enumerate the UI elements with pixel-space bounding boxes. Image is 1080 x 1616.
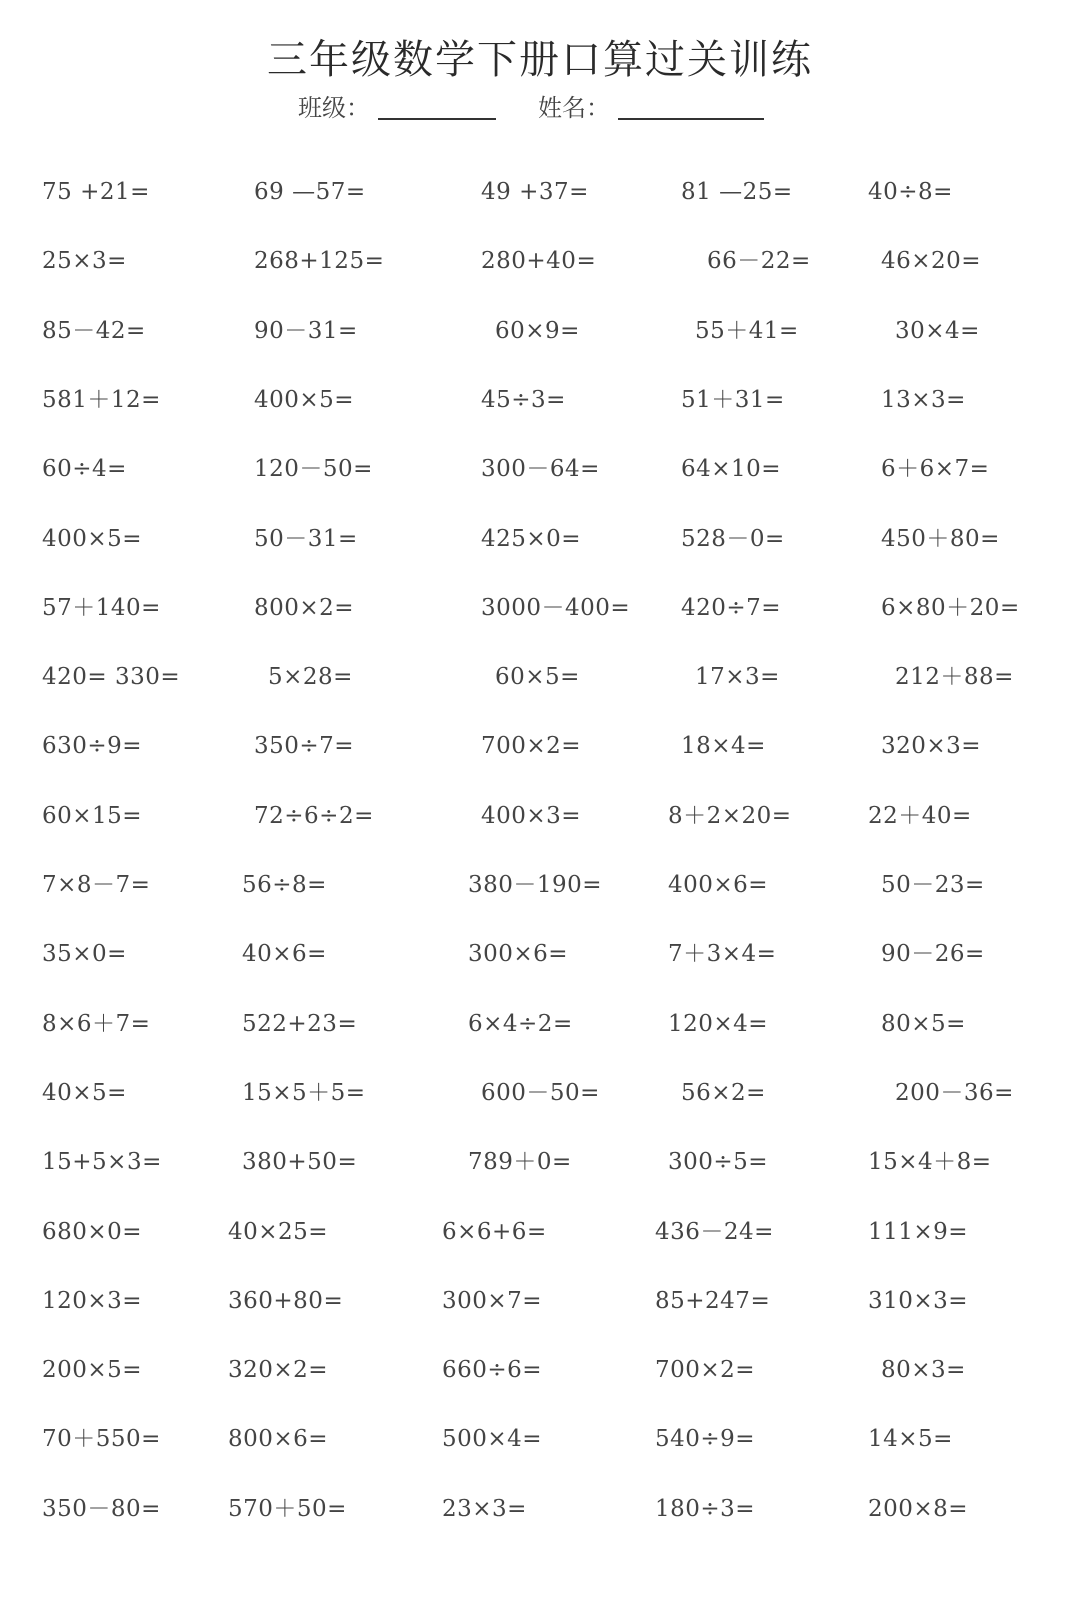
name-label: 姓名： bbox=[538, 94, 610, 122]
problem-r10-c4: 8＋2×20= bbox=[668, 802, 792, 829]
problem-r13-c2: 522+23= bbox=[242, 1010, 358, 1037]
problem-r18-c5: 80×3= bbox=[881, 1357, 966, 1384]
problem-r12-c3: 300×6= bbox=[468, 941, 569, 968]
problem-r12-c2: 40×6= bbox=[242, 941, 327, 968]
problem-r10-c1: 60×15= bbox=[42, 802, 143, 829]
problem-r20-c4: 180÷3= bbox=[655, 1495, 756, 1522]
problem-r15-c2: 380+50= bbox=[242, 1149, 358, 1176]
class-blank-line[interactable] bbox=[378, 118, 496, 120]
problem-r11-c5: 50－23= bbox=[881, 872, 985, 898]
problem-r3-c1: 85－42= bbox=[42, 317, 146, 344]
problem-r10-c5: 22＋40= bbox=[868, 802, 972, 829]
class-label: 班级： bbox=[298, 94, 370, 122]
problem-r4-c3: 45÷3= bbox=[481, 386, 566, 413]
problem-r19-c2: 800×6= bbox=[228, 1426, 329, 1453]
problem-r5-c1: 60÷4= bbox=[42, 456, 127, 483]
problem-r20-c2: 570＋50= bbox=[228, 1495, 347, 1522]
problem-r6-c3: 425×0= bbox=[481, 525, 582, 552]
problem-r18-c1: 200×5= bbox=[42, 1357, 143, 1384]
problem-r9-c2: 350÷7= bbox=[254, 733, 355, 760]
problem-r17-c1: 120×3= bbox=[42, 1287, 143, 1314]
problem-r11-c3: 380－190= bbox=[468, 872, 603, 898]
problem-r9-c1: 630÷9= bbox=[42, 733, 143, 760]
problem-r9-c4: 18×4= bbox=[681, 733, 766, 760]
problem-r16-c4: 436－24= bbox=[655, 1218, 774, 1245]
problem-r1-c5: 40÷8= bbox=[868, 179, 953, 205]
problem-r5-c3: 300－64= bbox=[481, 456, 600, 483]
problem-r15-c1: 15+5×3= bbox=[42, 1149, 162, 1176]
problem-r3-c2: 90－31= bbox=[254, 317, 358, 344]
problem-r20-c5: 200×8= bbox=[868, 1495, 969, 1522]
problem-r11-c2: 56÷8= bbox=[242, 872, 327, 898]
problem-r11-c1: 7×8－7= bbox=[42, 872, 151, 898]
problem-r2-c2: 268+125= bbox=[254, 248, 385, 275]
problem-r13-c1: 8×6＋7= bbox=[42, 1010, 151, 1037]
problem-r18-c4: 700×2= bbox=[655, 1357, 756, 1384]
problem-r4-c1: 581＋12= bbox=[42, 386, 161, 413]
problem-r19-c1: 70＋550= bbox=[42, 1426, 161, 1453]
problem-r13-c3: 6×4÷2= bbox=[468, 1010, 573, 1037]
problem-r7-c5: 6×80＋20= bbox=[881, 594, 1020, 621]
problem-r1-c4: 81 —25= bbox=[681, 179, 793, 205]
problem-r14-c5: 200－36= bbox=[895, 1079, 1014, 1106]
problem-r3-c4: 55＋41= bbox=[695, 317, 799, 344]
problem-r2-c5: 46×20= bbox=[881, 248, 982, 275]
problem-r2-c4: 66－22= bbox=[707, 248, 811, 275]
problem-r6-c1: 400×5= bbox=[42, 525, 143, 552]
problem-r15-c5: 15×4＋8= bbox=[868, 1149, 992, 1176]
problem-r16-c3: 6×6+6= bbox=[442, 1218, 547, 1245]
problem-r19-c5: 14×5= bbox=[868, 1426, 953, 1453]
problem-r14-c1: 40×5= bbox=[42, 1079, 127, 1106]
problem-r6-c5: 450＋80= bbox=[881, 525, 1000, 552]
problem-r1-c3: 49 +37= bbox=[481, 179, 589, 205]
name-blank-line[interactable] bbox=[618, 118, 764, 120]
problem-r16-c5: 111×9= bbox=[868, 1218, 969, 1245]
problem-r18-c3: 660÷6= bbox=[442, 1357, 543, 1384]
problem-r5-c4: 64×10= bbox=[681, 456, 782, 483]
problem-r8-c1: 420= 330= bbox=[42, 664, 181, 691]
problem-r20-c1: 350－80= bbox=[42, 1495, 161, 1522]
problem-r3-c5: 30×4= bbox=[895, 317, 980, 344]
problem-r17-c2: 360+80= bbox=[228, 1287, 344, 1314]
problem-r7-c2: 800×2= bbox=[254, 594, 355, 621]
problem-r12-c4: 7＋3×4= bbox=[668, 941, 777, 968]
problem-r15-c4: 300÷5= bbox=[668, 1149, 769, 1176]
problem-r5-c2: 120－50= bbox=[254, 456, 373, 483]
problem-r8-c4: 17×3= bbox=[695, 664, 780, 691]
problem-r6-c4: 528－0= bbox=[681, 525, 785, 552]
problem-r19-c3: 500×4= bbox=[442, 1426, 543, 1453]
problem-r18-c2: 320×2= bbox=[228, 1357, 329, 1384]
problem-r14-c4: 56×2= bbox=[681, 1079, 766, 1106]
problem-r9-c5: 320×3= bbox=[881, 733, 982, 760]
problem-r12-c1: 35×0= bbox=[42, 941, 127, 968]
problem-r7-c1: 57＋140= bbox=[42, 594, 161, 621]
problem-r10-c2: 72÷6÷2= bbox=[254, 802, 374, 829]
problem-r3-c3: 60×9= bbox=[495, 317, 580, 344]
problem-r12-c5: 90－26= bbox=[881, 941, 985, 968]
problem-r17-c4: 85+247= bbox=[655, 1287, 771, 1314]
student-info bbox=[0, 88, 1080, 128]
problem-r4-c4: 51＋31= bbox=[681, 386, 785, 413]
problem-r5-c5: 6＋6×7= bbox=[881, 456, 990, 483]
problem-r7-c3: 3000－400= bbox=[481, 594, 631, 621]
problem-r7-c4: 420÷7= bbox=[681, 594, 782, 621]
problem-r4-c2: 400×5= bbox=[254, 386, 355, 413]
problem-r14-c3: 600－50= bbox=[481, 1079, 600, 1106]
problem-r17-c5: 310×3= bbox=[868, 1287, 969, 1314]
problem-r9-c3: 700×2= bbox=[481, 733, 582, 760]
problem-r19-c4: 540÷9= bbox=[655, 1426, 756, 1453]
worksheet-title: 三年级数学下册口算过关训练 bbox=[267, 37, 813, 83]
problem-r13-c5: 80×5= bbox=[881, 1010, 966, 1037]
problem-r20-c3: 23×3= bbox=[442, 1495, 527, 1522]
problem-r1-c2: 69 —57= bbox=[254, 179, 366, 205]
problem-r2-c3: 280+40= bbox=[481, 248, 597, 275]
problem-r14-c2: 15×5＋5= bbox=[242, 1079, 366, 1106]
problem-r4-c5: 13×3= bbox=[881, 386, 966, 413]
problem-r1-c1: 75 +21= bbox=[42, 179, 150, 205]
problem-r6-c2: 50－31= bbox=[254, 525, 358, 552]
problem-r15-c3: 789＋0= bbox=[468, 1149, 572, 1176]
problem-r8-c5: 212＋88= bbox=[895, 664, 1014, 691]
problem-r16-c2: 40×25= bbox=[228, 1218, 329, 1245]
problem-r11-c4: 400×6= bbox=[668, 872, 769, 898]
problem-r2-c1: 25×3= bbox=[42, 248, 127, 275]
problem-r8-c3: 60×5= bbox=[495, 664, 580, 691]
problem-r17-c3: 300×7= bbox=[442, 1287, 543, 1314]
problem-r10-c3: 400×3= bbox=[481, 802, 582, 829]
problem-r8-c2: 5×28= bbox=[268, 664, 353, 691]
problem-r13-c4: 120×4= bbox=[668, 1010, 769, 1037]
problem-r16-c1: 680×0= bbox=[42, 1218, 143, 1245]
